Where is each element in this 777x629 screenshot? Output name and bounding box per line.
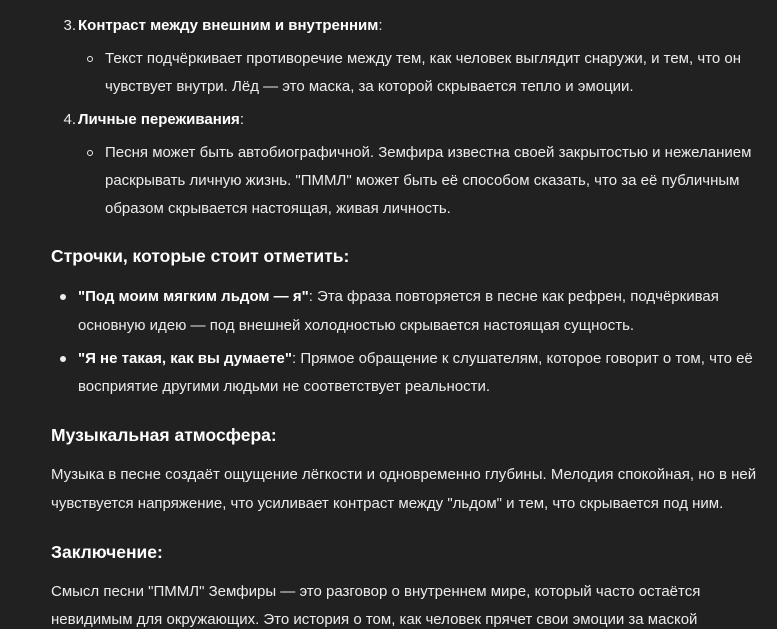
- bullet-line: основную идею — под внешней холодностью скрывается настоящая сущность.: [78, 317, 635, 334]
- paragraph-line: Смысл песни "ПММЛ" Земфиры — это разговор о внутреннем мире, который часто остаётся: [51, 583, 701, 600]
- section-heading: Строчки, которые стоит отметить:: [51, 246, 350, 266]
- bullet-line: восприятие другими людьми не соответствует реальности.: [78, 378, 490, 395]
- quote-explanation: : Эта фраза повторяется в песне как рефрен, подчёркивая: [308, 288, 719, 305]
- sub-item-line: раскрывать личную жизнь. "ПММЛ" может быть её способом сказать, что за её публичным: [105, 172, 740, 189]
- paragraph-line: чувствуется напряжение, что усиливает контраст между "льдом" и тем, что скрывается под ним.: [51, 495, 724, 512]
- list-item-colon: :: [378, 17, 383, 34]
- quote-bold: "Под моим мягким льдом — я": [78, 288, 309, 305]
- bullet-circle: [87, 150, 93, 156]
- sub-item-line: образом скрывается настоящая, живая личность.: [105, 200, 451, 217]
- paragraph-line: Музыка в песне создаёт ощущение лёгкости и одновременно глубины. Мелодия спокойная, но в ней: [51, 466, 757, 483]
- list-item-title: [78, 16, 383, 36]
- bullet-line: [78, 287, 719, 307]
- list-number: 4.: [63, 111, 76, 128]
- sub-item-line: Песня может быть автобиографичной. Земфира известна своей закрытостью и нежеланием: [105, 144, 752, 161]
- bullet-disc: [60, 294, 66, 300]
- list-item-colon: :: [239, 111, 244, 128]
- paragraph-line: невидимым для окружающих. Это история о том, как человек прячет свои эмоции за маской: [51, 611, 698, 628]
- sub-item-line: чувствует внутри. Лёд — это маска, за которой скрывается тепло и эмоции.: [105, 78, 634, 95]
- sub-item-line: Текст подчёркивает противоречие между тем, как человек выглядит снаружи, и тем, что он: [105, 50, 741, 67]
- quote-explanation: : Прямое обращение к слушателям, которое говорит о том, что её: [292, 350, 753, 367]
- bullet-disc: [60, 356, 66, 362]
- list-item-title-bold: Личные переживания: [78, 111, 240, 128]
- bullet-line: [78, 349, 753, 369]
- section-heading: Музыкальная атмосфера:: [51, 425, 277, 445]
- section-heading: Заключение:: [51, 542, 163, 562]
- list-item-title-bold: Контраст между внешним и внутренним: [78, 17, 379, 34]
- quote-bold: "Я не такая, как вы думаете": [78, 350, 293, 367]
- bullet-circle: [87, 56, 93, 62]
- list-number: 3.: [63, 17, 76, 34]
- list-item-title: [78, 110, 244, 130]
